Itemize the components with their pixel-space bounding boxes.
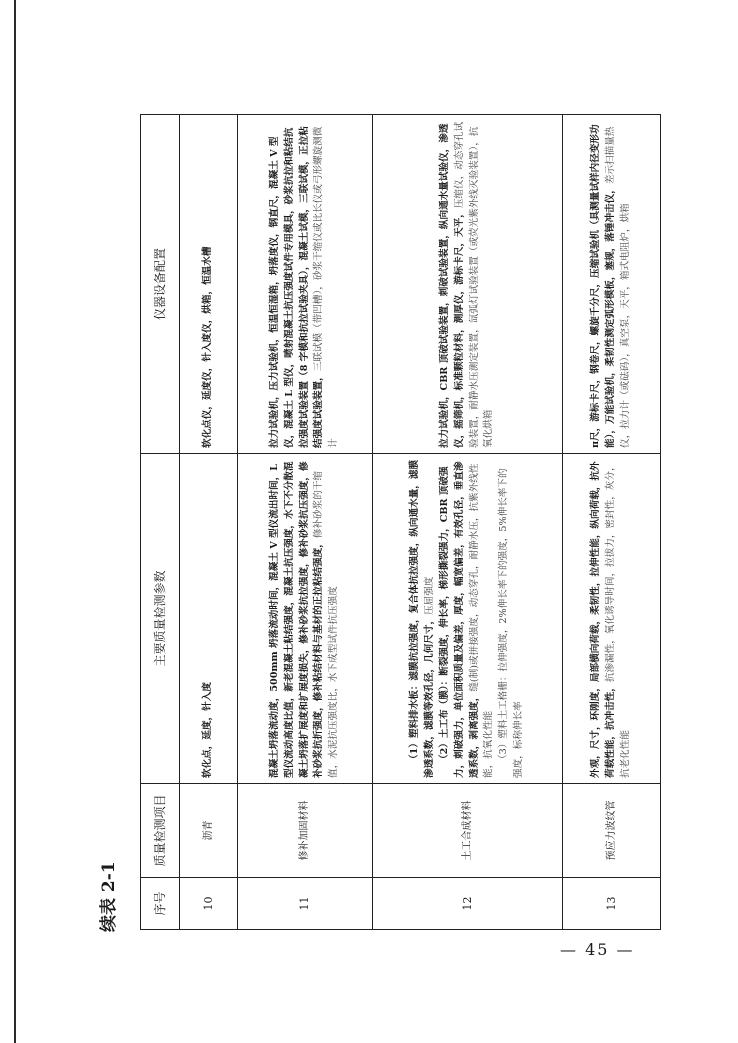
params-main: 外观，尺寸，环刚度，局部横向荷载，柔韧性，拉伸性能，纵向荷载，抗外荷载性能，抗冲击性， [590,461,617,778]
header-item: 质量检测项目 [141,784,180,878]
page-number: — 45 — [560,940,635,959]
table-row [180,115,238,930]
row-params [238,454,373,784]
instruments-main: π尺，游标卡尺，钢卷尺，螺旋千分尺，压缩试验机（具测量试样内径变形功能），万能试验机，柔韧性测定弧形模板，塞规，落锤冲击仪， [590,124,617,448]
row-params [563,454,661,784]
instruments-main: 拉力试验机，CBR 顶破试验装置，刺破试验装置，纵向通水量试验仪，渗透仪，摇筛机，标准颗粒材料，测厚仪，游标卡尺，天平， [438,123,465,448]
instruments-main: 拉力试验机，压力试验机，恒温恒湿箱，坍落度仪，钢直尺，混凝土 V 型仪，混凝土 L 型仪，喷射混凝土抗压强度试件专用模具，砂浆抗拉和粘结抗拉强度试验装置（8 字模和抗拉试验夹具），混凝土试模，三联试模，正拉粘结强度试验装置， [268,126,325,448]
table-header-row [141,115,180,930]
instruments-extra: 压缩仪，动态穿孔试验装置，耐静水压测定装置，氙弧灯试验装置（或荧光紫外线灭验装置），抗氧化烘箱 [453,121,495,448]
row-instruments [238,115,373,454]
params-extra: 抗渗漏性，氧化诱导时间，拉拔力，密封性，灰分，抗老化性能 [605,461,631,778]
row-item: 沥青 [180,784,238,878]
params-group-3: （3）塑料土工格栅：拉伸强度，2%伸长率下的强度，5%伸长率下的强度，标称伸长率 [498,468,525,778]
header-seq: 序号 [141,878,180,930]
params-group-1: （1）塑料排水板：滤膜抗拉强度，复合体抗拉强度，纵向通水量，滤膜渗透系数，滤膜等效孔径，几何尺寸，压屈强度 [409,459,435,778]
row-seq: 12 [373,878,563,930]
header-params: 主要质量检测参数 [141,454,180,784]
table-caption: 续表 2-1 [99,861,119,932]
params-main: 混凝土坍落流动度，500mm 坍落流动时间，混凝土 V 型仪流出时间，L 型仪流动高度比值，新老混凝土粘结强度，混凝土抗压强度，水下不分散混凝土坍落扩展度和扩展度损失，修补砂浆抗拉强度，修补砂浆抗压强度，修补砂浆抗折强度，修补粘结材料与基材的正拉粘结强度， [268,461,325,778]
row-params: 软化点，延度，针入度 [180,454,238,784]
row-seq: 13 [563,878,661,930]
row-seq: 10 [180,878,238,930]
row-item: 土工合成材料 [373,784,563,878]
quality-testing-table [140,114,661,930]
params-extra: 修补砂浆的干缩值，水泥抗压强度比，水下成型试件抗压强度 [313,471,340,778]
header-instruments: 仪器设备配置 [141,115,180,454]
row-item: 预应力波纹管 [563,784,661,878]
instruments-extra: 三联试模（带凹槽），砂浆干缩仪或比长仪或弓形螺旋测微计 [313,126,340,448]
binding-line [14,0,16,1043]
row-instruments [373,115,563,454]
params-group-2: （2）土工布（膜）：断裂强度，伸长率，梯形撕裂强力，CBR 顶破强力，刺破强力，单位面积质量及偏差，厚度，幅宽偏差，有效孔径，垂直渗透系数，剥离强度，缝(制)或拼接强度，动态穿孔，耐静水压，抗紫外线性能，抗氧化性能 [438,461,495,778]
row-seq: 11 [238,878,373,930]
row-params [373,454,563,784]
row-instruments: 软化点仪，延度仪，针入度仪，烘箱，恒温水槽 [180,115,238,454]
row-instruments [563,115,661,454]
table-row [238,115,373,930]
row-item: 修补加固材料 [238,784,373,878]
rotated-page [99,115,655,932]
table-row [373,115,563,930]
table-row [563,115,661,930]
instruments-extra: 差示扫描量热仪，拉力计（或砝码），真空泵，天平，箱式电阻炉，烘箱 [605,126,631,448]
